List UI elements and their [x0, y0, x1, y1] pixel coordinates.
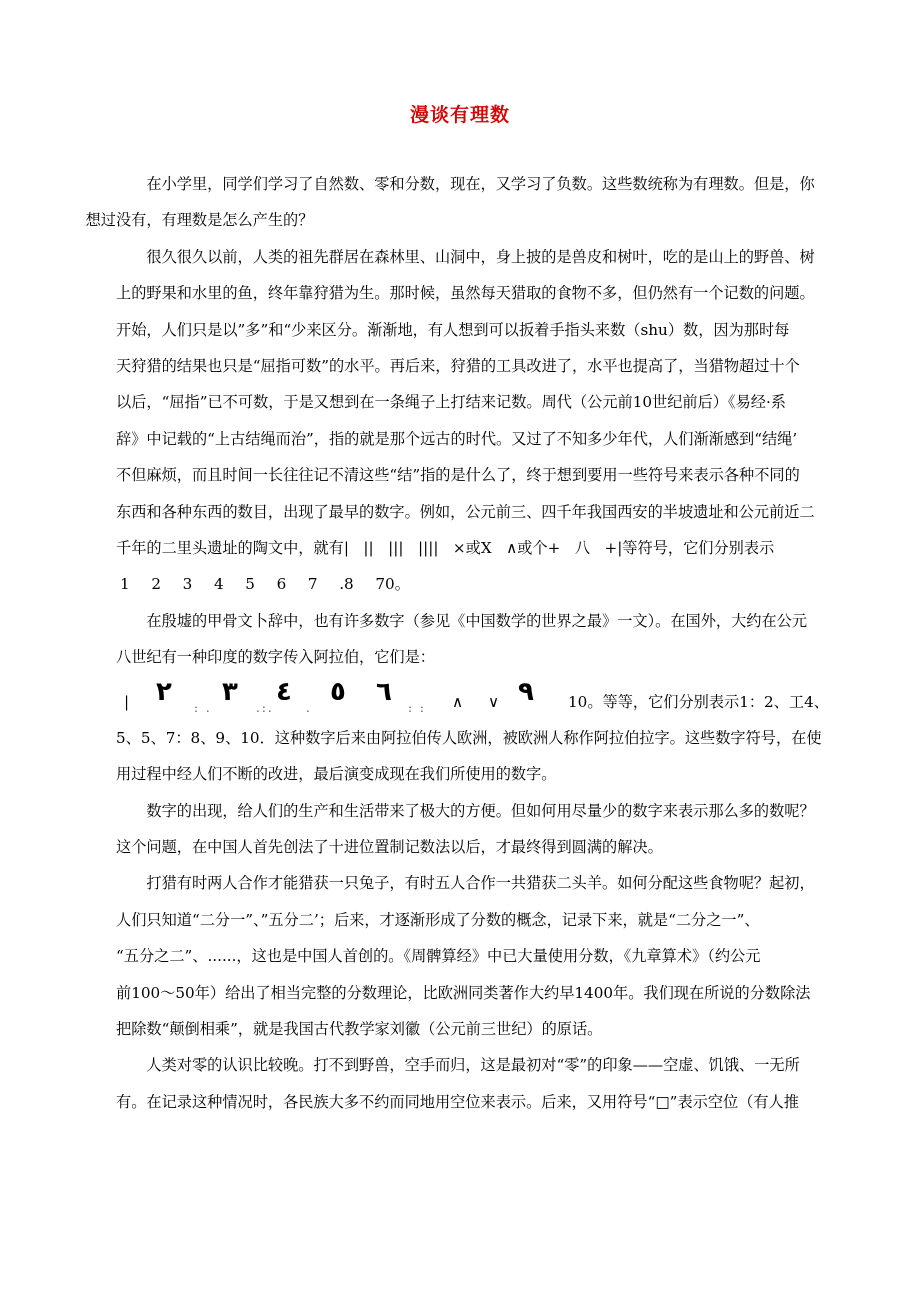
paragraph-3-continued [116, 720, 830, 793]
speckle-mark: : . [194, 700, 212, 715]
text-line: 有。在记录这种情况时，各民族大多不约而同地用空位来表示。后来，又用符号“□”表示空位（有人推 [116, 1092, 799, 1111]
text-line: 千年的二里头遗址的陶文中，就有| || ||| |||| ×或Ⅹ ∧或个+ 八 +|等符号，它们分别表示 [116, 539, 775, 558]
text-line: 在小学里，同学们学习了自然数、零和分数，现在，又学习了负数。这些数统称为有理数。但是，你 [146, 175, 815, 193]
text-line: 把除数“颠倒相乘”，就是我国古代教学家刘徽（公元前三世纪）的原话。 [116, 1019, 603, 1038]
text-line: 很久很久以前，人类的祖先群居在森林里、山洞中，身上披的是兽皮和树叶，吃的是山上的野兽、树 [146, 247, 815, 266]
speckle-mark: .:. [256, 700, 274, 715]
text-line: 辞》中记载的“上古结绳而治”，指的就是那个远古的时代。又过了不知多少年代，人们渐渐感到“结绳’ [116, 429, 798, 448]
lead-mark: | [124, 692, 130, 711]
paragraph-5 [116, 865, 830, 1047]
text-line: 前100～50年）给出了相当完整的分数理论，比欧洲同类著作大约早1400年。我们现在所说的分数除法 [116, 983, 811, 1002]
text-line: 人类对零的认识比较晚。打不到野兽，空手而归，这是最初对“零”的印象——空虚、饥饿、一无所 [146, 1056, 800, 1075]
text-line: 开始，人们只是以”多”和“少来区分。渐渐地，有人想到可以扳着手指头来数（shu）数，因为那时每 [116, 320, 790, 339]
speckle-mark: . [306, 700, 312, 715]
page-title: 漫谈有理数 [409, 104, 510, 126]
text-line: “五分之二”、......，这也是中国人首创的。《周髀算经》中已大量使用分数，《九章算术》（约公元 [116, 947, 761, 966]
arabic-numeral-row [116, 676, 830, 720]
row-tail-text: 10。等等，它们分别表示1：2、工4、 [568, 692, 829, 711]
text-line: 八世纪有一种印度的数字传入阿拉伯，它们是： [116, 648, 435, 667]
caret-up-mark: ∧ [452, 692, 464, 711]
text-line: 不但麻烦，而且时间一长往往记不清这些“结”指的是什么了，终于想到要用一些符号来表示各种不同的 [116, 466, 800, 485]
glyph-9: ٩ [518, 676, 534, 707]
caret-down-mark: ∨ [488, 692, 500, 711]
glyph-3: ٣ [222, 676, 238, 707]
text-line: 上的野果和水里的鱼，终年靠狩猎为生。那时候，虽然每天猎取的食物不多，但仍然有一个记数的问题。 [116, 284, 815, 303]
text-line: 数字的出现，给人们的生产和生活带来了极大的方便。但如何用尽量少的数字来表示那么多的数呢？ [146, 801, 815, 820]
paragraph-1 [85, 166, 830, 239]
text-line: 东西和各种东西的数目，出现了最早的数字。例如，公元前三、四千年我国西安的半坡遗址和公元前近二 [116, 502, 815, 521]
text-line: 5、5、7：8、9、10．这种数字后来由阿拉伯传人欧洲，被欧洲人称作阿拉伯拉字。这些数字符号，在使 [116, 728, 822, 747]
glyph-5: ٥ [330, 676, 346, 707]
glyph-6: ٦ [376, 676, 392, 707]
text-line: 人们只知道“二分一”、”五分二’；后来，才逐渐形成了分数的概念，记录下来，就是“二分之一”、 [116, 910, 760, 929]
text-line: 以后，“屈指”已不可数，于是又想到在一条绳子上打结来记数。周代（公元前10世纪前后）《易经·系 [116, 393, 786, 412]
paragraph-3 [116, 603, 830, 676]
text-line: 在殷墟的甲骨文卜辞中，也有许多数字（参见《中国数学的世界之最》一文）。在国外，大约在公元 [146, 611, 808, 630]
number-list: 1 2 3 4 5 6 7 .8 70。 [120, 575, 410, 594]
paragraph-2 [116, 239, 830, 603]
text-line: 打猎有时两人合作才能猎获一只兔子，有时五人合作一共猎获二头羊。如何分配这些食物呢？起初， [146, 874, 815, 893]
text-line: 想过没有，有理数是怎么产生的？ [85, 211, 314, 230]
glyph-2: ٢ [156, 676, 172, 707]
paragraph-4 [116, 793, 830, 866]
paragraph-6 [116, 1047, 830, 1120]
article-body [85, 166, 830, 1120]
speckle-mark: : : [408, 700, 426, 715]
glyph-4: ٤ [276, 676, 292, 707]
text-line: 天狩猎的结果也只是“屈指可数”的水平。再后来，狩猎的工具改进了，水平也提高了，当猎物超过十个 [116, 357, 800, 376]
text-line: 这个问题，在中国人首先创法了十进位置制记数法以后，才最终得到圆满的解决。 [116, 837, 663, 856]
text-line: 用过程中经人们不断的改进，最后演变成现在我们所使用的数字。 [116, 765, 557, 784]
